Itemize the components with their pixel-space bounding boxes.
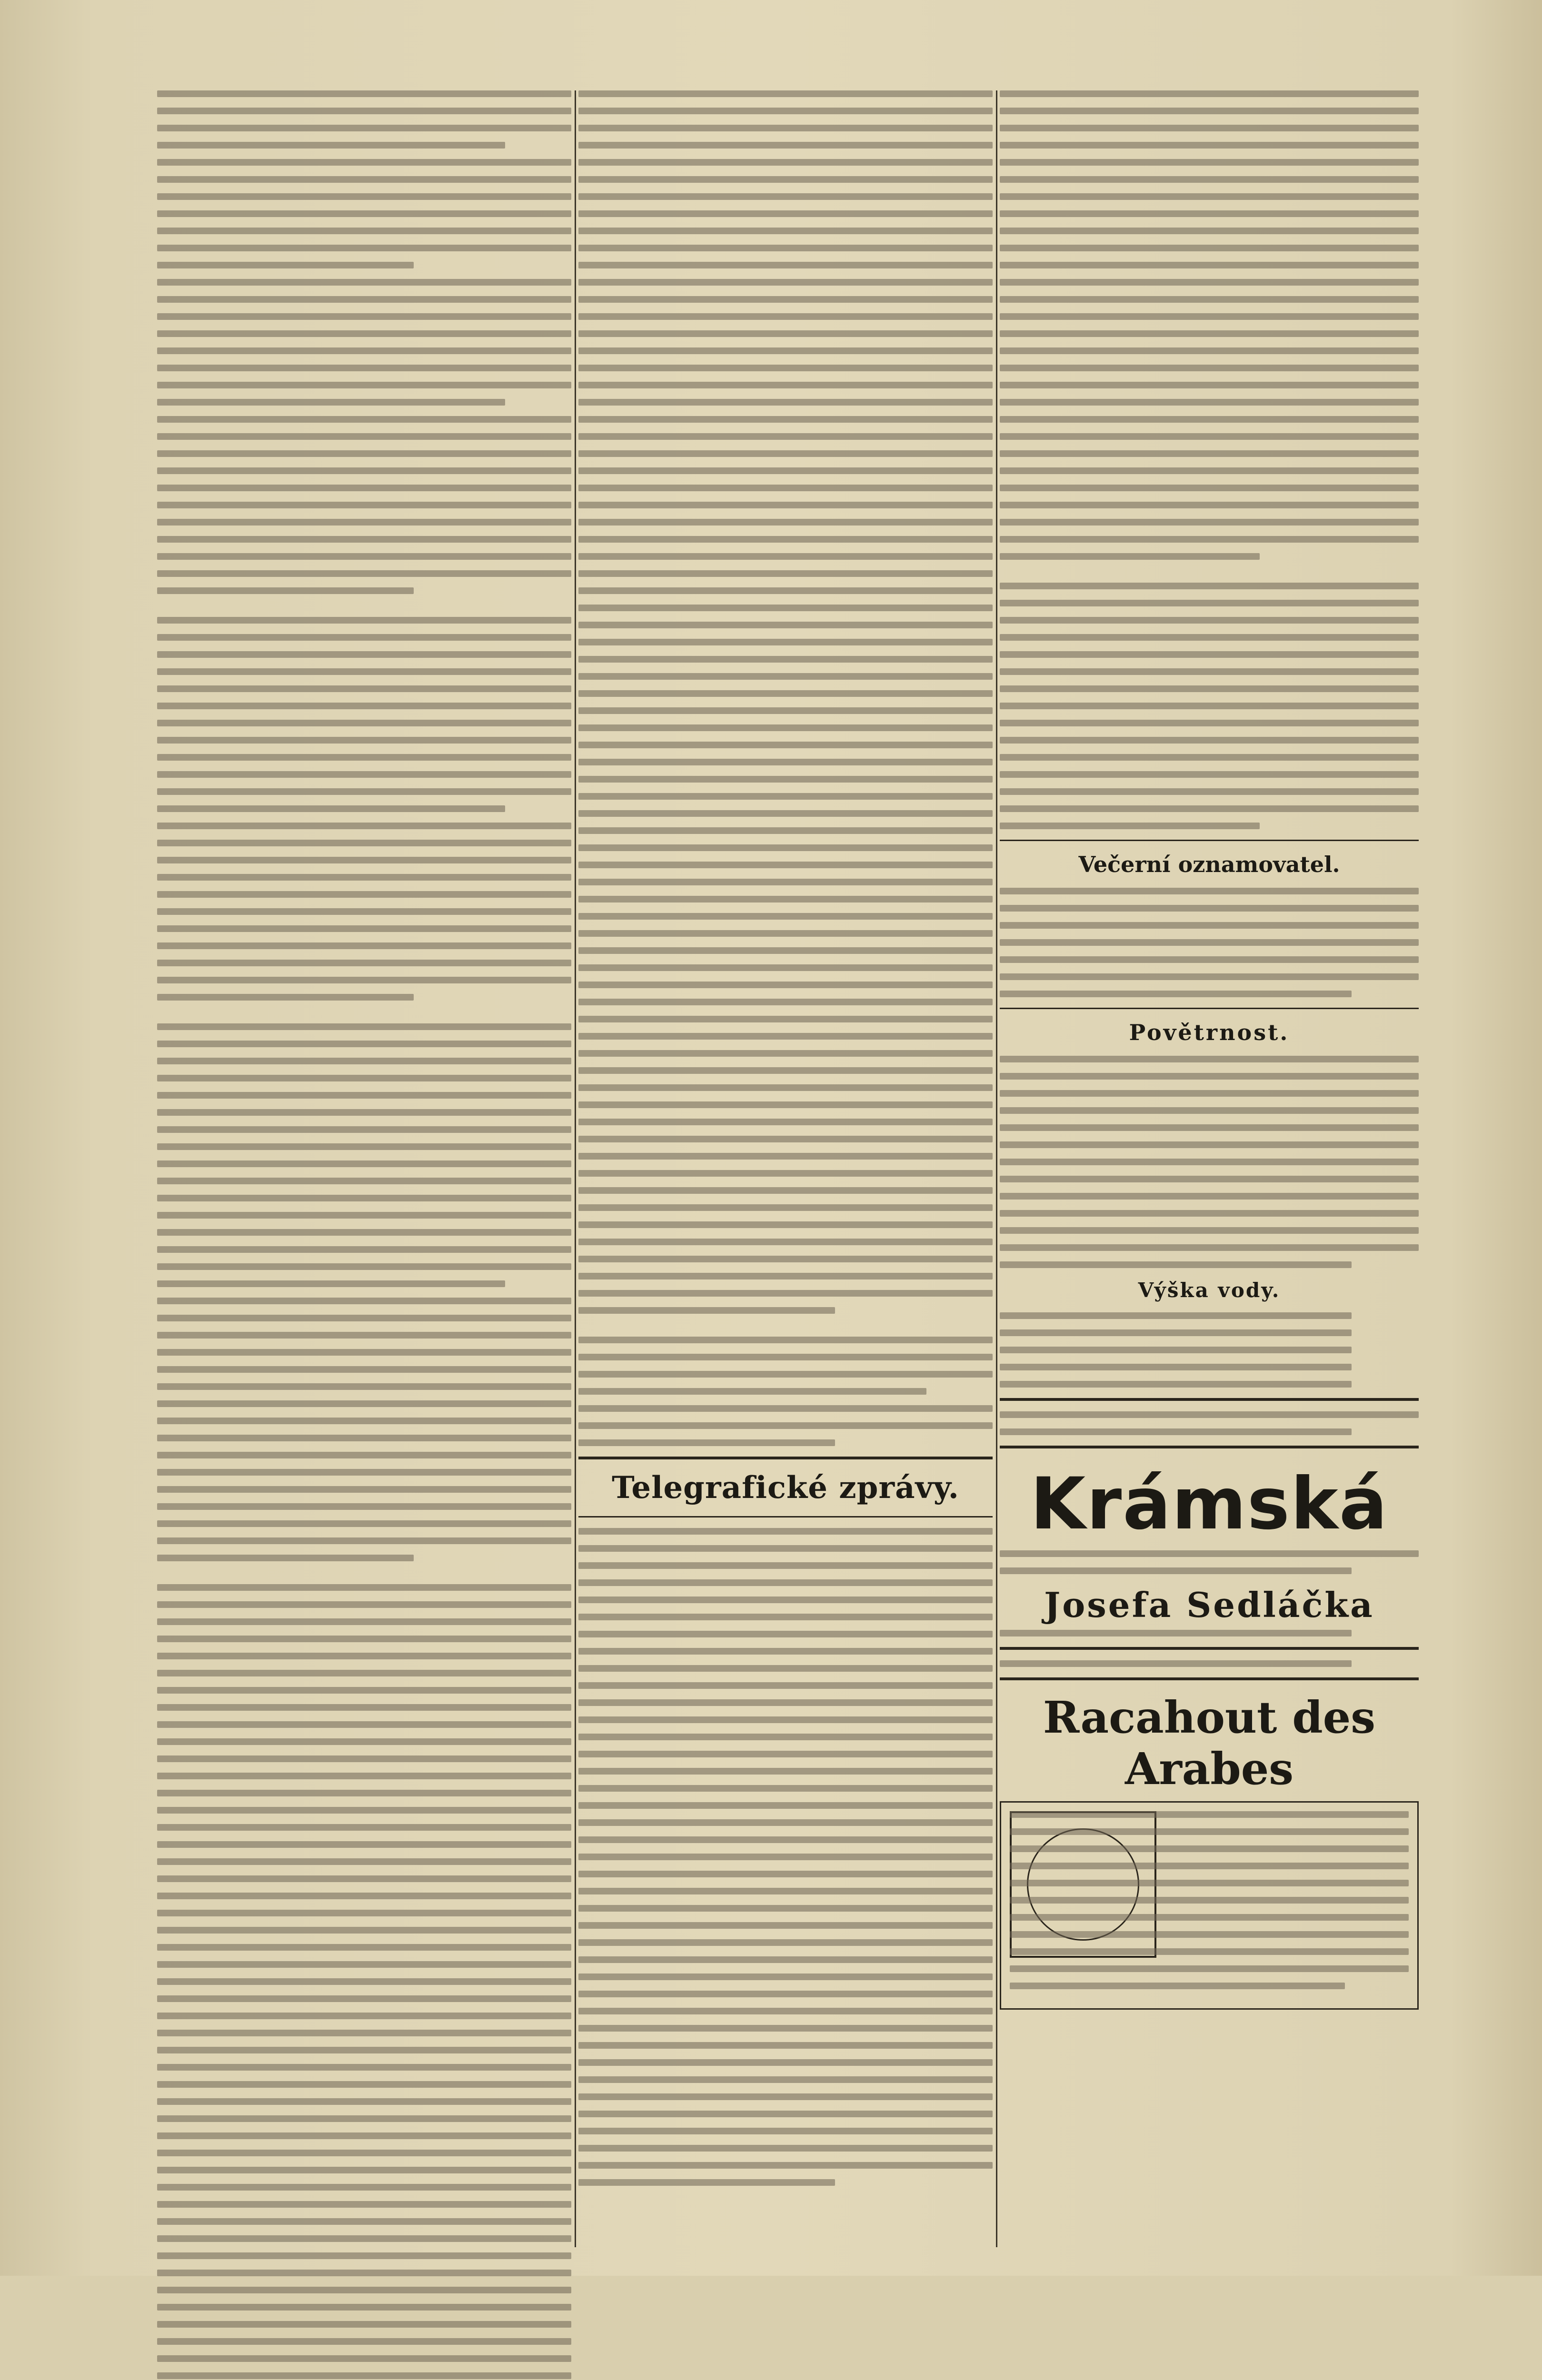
ad-text [1000,1630,1419,1636]
article-text [578,1528,993,2186]
ad-text [1000,1660,1419,1667]
section-heading-vyska: Výška vody. [1138,1279,1281,1302]
ad-heading-racahout: Racahout des Arabes [1043,1692,1376,1795]
separator [1000,1677,1419,1680]
separator [1000,1647,1419,1650]
separator [1000,1398,1419,1401]
separator [578,1516,993,1517]
ad-text [1000,1550,1419,1574]
separator [578,1457,993,1459]
section-heading-telegraf: Telegrafické zprávy. [612,1470,959,1506]
ad-heading-sedlacek: Josefa Sedláčka [1044,1585,1374,1625]
section-heading-vecerni: Večerní oznamovatel. [1078,852,1340,877]
section-heading-povetrnost: Povětrnost. [1129,1020,1290,1045]
column-middle [578,90,993,2247]
column-right [1000,90,1419,2247]
ad-heading-kramska: Krámská [1030,1463,1388,1546]
article-text [1000,888,1419,997]
article-text [157,90,571,2380]
advertisement-racahout [1000,1801,1419,2010]
separator [1000,1008,1419,1009]
article-text [1000,1056,1419,1268]
article-text [1000,90,1419,829]
advertisement-restaurace [1000,1411,1419,1435]
column-divider [575,90,576,2247]
separator [1000,1446,1419,1448]
column-divider [996,90,997,2247]
article-text [578,90,993,1446]
column-left [157,90,571,2247]
water-level-table [1000,1312,1419,1388]
separator [1000,840,1419,841]
